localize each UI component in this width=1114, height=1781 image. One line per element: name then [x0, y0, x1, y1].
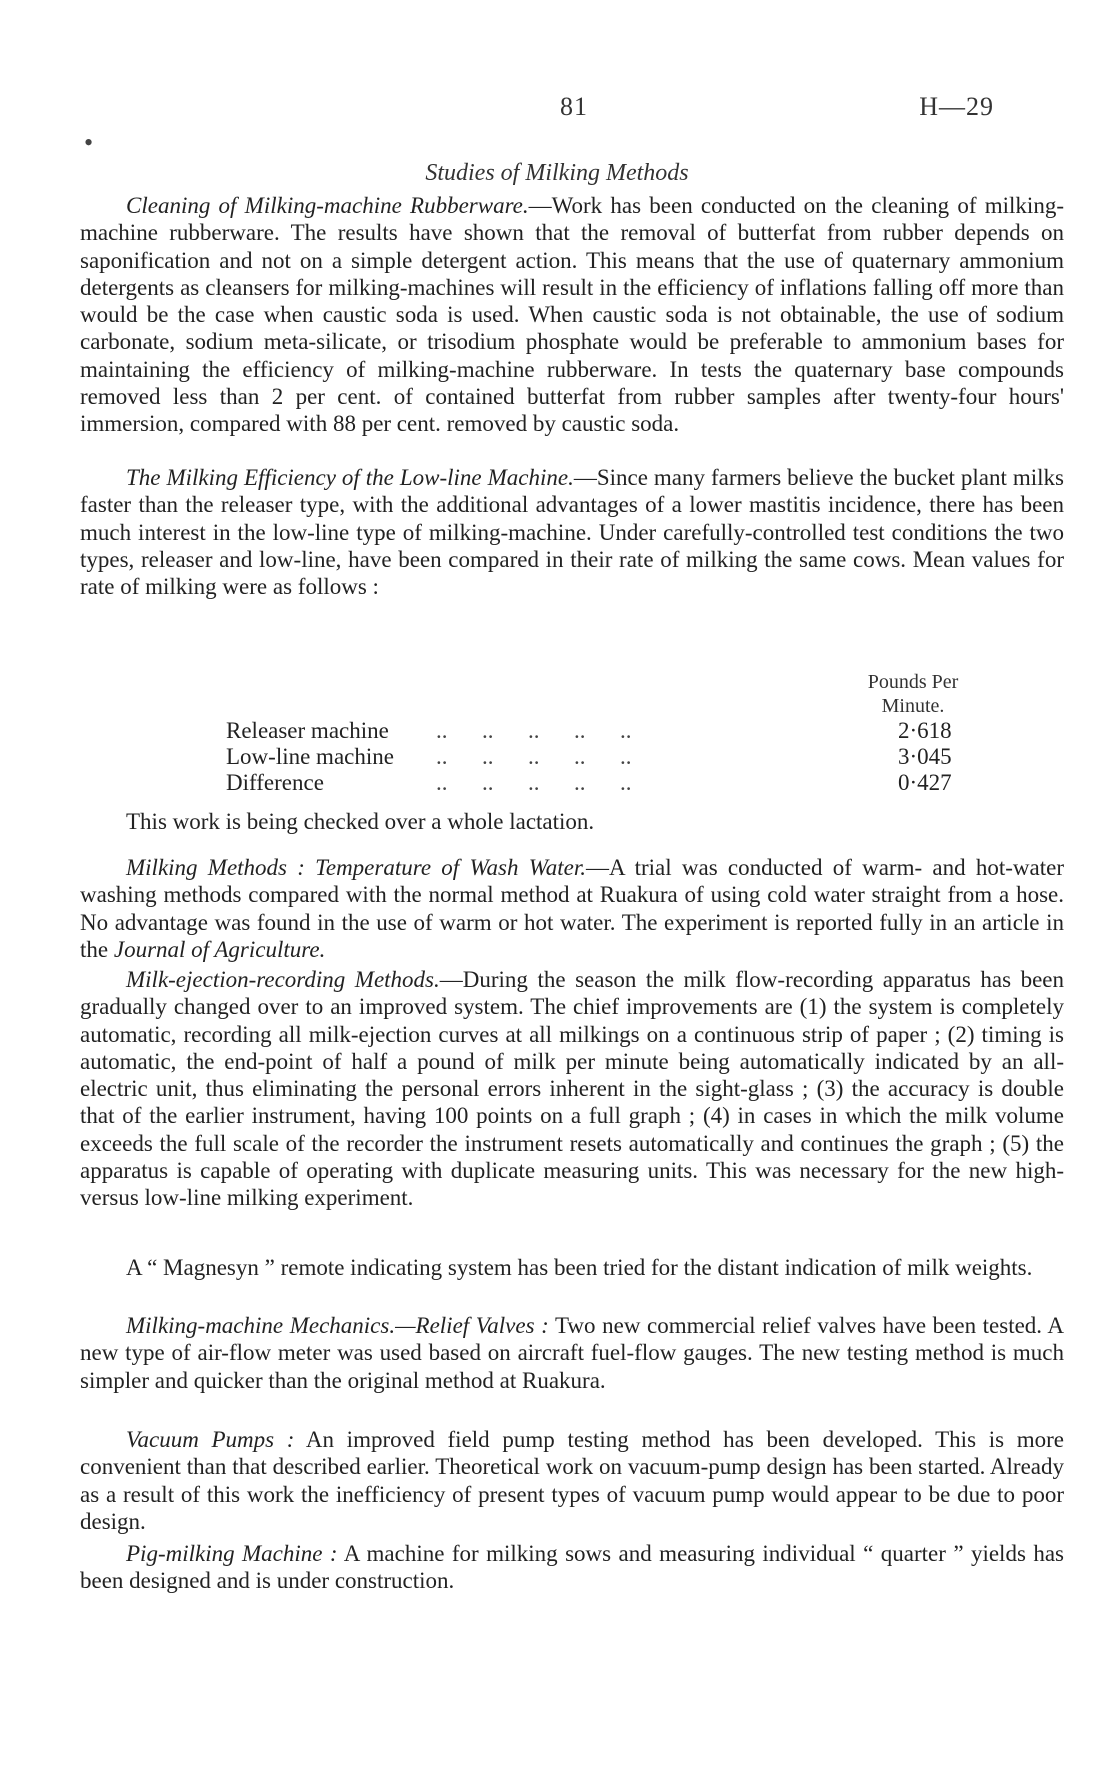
- report-reference: H—29: [919, 92, 994, 121]
- paragraph-rubberware: [80, 192, 1064, 438]
- leader-dots: .. .. .. .. ..: [436, 718, 632, 743]
- row-value: 2·618: [898, 718, 952, 743]
- paragraph-text: —Work has been conducted on the cleaning of milking-machine rubberware. The results have shown that the removal of butterfat from rubber depends on saponification and not on a simple detergent action. This means that the use of quaternary ammonium detergents as cleansers for milking-machines will result in the efficiency of inflations falling off more than would be the case when caustic soda is used. When caustic soda is not obtainable, the use of sodium carbonate, sodium meta-silicate, or trisodium phosphate would be preferable to ammonium bases for maintaining the efficiency of milking-machine rubberware. In tests the quaternary base compounds removed less than 2 per cent. of contained butterfat from rubber samples after twenty-four hours' immersion, compared with 88 per cent. removed by caustic soda.: [80, 193, 1064, 437]
- paragraph-magnesyn: [80, 1254, 1064, 1281]
- paragraph-text: —During the season the milk flow-recording apparatus has been gradually changed over to an improved system. The chief improvements are (1) the system is completely automatic, recording all milk-ejection curves at all milkings on a continuous strip of paper ; (2) timing is automatic, the end-point of half a pound of milk per minute being automatically indicated by an all-electric unit, thus eliminating the personal errors inherent in the sight-glass ; (3) the accuracy is double that of the earlier instrument, having 100 points on a full graph ; (4) in cases in which the milk volume exceeds the full scale of the recorder the instrument resets automatically and continues the graph ; (5) the apparatus is capable of operating with duplicate measuring units. This was necessary for the new high- versus low-line milking experiment.: [80, 967, 1064, 1211]
- table-unit-header: Pounds Per Minute.: [867, 671, 959, 717]
- table-row: [226, 718, 986, 744]
- paragraph-text: A “ Magnesyn ” remote indicating system has been tried for the distant indication of milk weights.: [126, 1255, 1033, 1280]
- paragraph-text: An improved field pump testing method has been developed. This is more convenient than that described earlier. Theoretical work on vacuum-pump design has been started. Already as a result of this work the inefficiency of present types of vacuum pump would appear to be due to poor design.: [80, 1427, 1064, 1534]
- paragraph-heading: Pig-milking Machine :: [126, 1541, 338, 1566]
- paragraph-heading: The Milking Efficiency of the Low-line Machine.: [126, 465, 574, 490]
- paragraph-low-line: [80, 464, 1064, 600]
- row-value: 0·427: [898, 770, 952, 795]
- note-text: This work is being checked over a whole lactation.: [126, 809, 595, 834]
- paragraph-text: Two new commercial relief valves have been tested. A new type of air-flow meter was used based on aircraft fuel-flow gauges. The new testing method is much simpler and quicker than the original method at Ruakura.: [80, 1313, 1064, 1393]
- table-row: [226, 770, 986, 796]
- row-label: Difference: [226, 770, 324, 795]
- paragraph-wash-water: [80, 854, 1064, 963]
- paragraph-text: —Since many farmers believe the bucket plant milks faster than the releaser type, with the additional advantages of a lower mastitis incidence, there has been much interest in the low-line type of milking-machine. Under carefully-controlled test conditions the two types, releaser and low-line, have been compared in their rate of milking the same cows. Mean values for rate of milking were as follows :: [80, 465, 1065, 600]
- leader-dots: .. .. .. .. ..: [436, 744, 632, 769]
- row-label: Low-line machine: [226, 744, 394, 769]
- leader-dots: .. .. .. .. ..: [436, 770, 632, 795]
- margin-mark: •: [84, 128, 94, 157]
- paragraph-text: A machine for milking sows and measuring individual “ quarter ” yields has been designed and is under construction.: [80, 1541, 1064, 1594]
- paragraph-milk-ejection: [80, 966, 1064, 1212]
- after-table-note: [80, 808, 1064, 835]
- paragraph-relief-valves: [80, 1312, 1064, 1394]
- section-title: Studies of Milking Methods: [425, 160, 689, 186]
- paragraph-heading: Vacuum Pumps :: [126, 1427, 295, 1452]
- paragraph-heading: Milk-ejection-recording Methods.: [126, 967, 440, 992]
- table-row: [226, 744, 986, 770]
- paragraph-heading: Milking-machine Mechanics.—Relief Valves :: [126, 1313, 549, 1338]
- paragraph-pig-milking: [80, 1540, 1064, 1595]
- paragraph-heading: Cleaning of Milking-machine Rubberware.: [126, 193, 529, 218]
- paragraph-text: —A trial was conducted of warm- and hot-water washing methods compared with the normal method at Ruakura of using cold water straight from a hose. No advantage was found in the use of warm or hot water. The experiment is reported fully in an article in the: [80, 855, 1064, 962]
- row-label: Releaser machine: [226, 718, 389, 743]
- row-value: 3·045: [898, 744, 952, 769]
- paragraph-heading: Milking Methods : Temperature of Wash Water.: [126, 855, 586, 880]
- page-number: 81: [560, 92, 588, 121]
- journal-title: Journal of Agriculture.: [113, 936, 326, 962]
- paragraph-vacuum-pumps: [80, 1426, 1064, 1535]
